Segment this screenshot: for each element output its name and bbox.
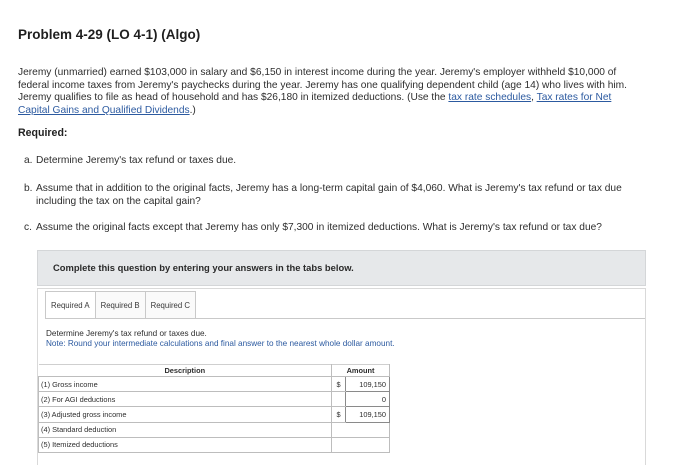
tab-divider — [45, 318, 645, 319]
amount-input[interactable] — [346, 437, 390, 452]
part-b-letter: b. — [24, 183, 33, 194]
tax-rates-net-capital-gains-link-cont[interactable]: Capital Gains and Qualified Dividends — [18, 104, 190, 116]
part-b-text-cont: including the tax on the capital gain? — [36, 195, 201, 207]
part-c-letter: c. — [24, 222, 32, 233]
tab-required-c[interactable]: Required C — [145, 291, 196, 319]
row-label: (5) Itemized deductions — [39, 437, 332, 452]
description-header: Description — [39, 365, 332, 377]
table-row — [39, 407, 390, 422]
required-heading: Required: — [18, 127, 68, 139]
instructions-banner — [37, 250, 646, 286]
row-label: (2) For AGI deductions — [39, 392, 332, 407]
prompt-text: Determine Jeremy's tax refund or taxes due. — [46, 329, 207, 338]
problem-text-line-1: Jeremy (unmarried) earned $103,000 in salary and $6,150 in interest income during the year. Jeremy's employer withheld $10,000 of — [18, 67, 617, 78]
table-row — [39, 437, 390, 452]
amount-header: Amount — [332, 365, 390, 377]
tab-required-b[interactable]: Required B — [95, 291, 146, 319]
problem-text-line-3-body: Jeremy qualifies to file as head of household and has $26,180 in itemized deductions. (Use the — [18, 92, 446, 104]
tax-rate-schedules-link[interactable]: tax rate schedules — [448, 92, 532, 104]
currency-symbol: $ — [332, 377, 346, 392]
tax-rates-net-capital-gains-link[interactable]: Tax rates for Net — [536, 92, 612, 104]
table-header-row — [39, 365, 390, 377]
amount-input[interactable] — [346, 407, 390, 422]
problem-text-line-4 — [18, 105, 688, 118]
amount-value: 0 — [381, 394, 386, 404]
part-c — [24, 222, 674, 235]
amount-value: 109,150 — [359, 409, 386, 419]
link-separator: , — [531, 92, 534, 104]
table-row — [39, 377, 390, 392]
row-label: (3) Adjusted gross income — [39, 407, 332, 422]
problem-statement — [18, 67, 688, 117]
row-label: (1) Gross income — [39, 377, 332, 392]
amount-value: 109,150 — [359, 379, 386, 389]
problem-text-line-2: federal income taxes from Jeremy's paychecks during the year. Jeremy has one qualifying dependent child (age 14) who lives with him. — [18, 79, 627, 91]
table-row — [39, 422, 390, 437]
part-b — [24, 183, 674, 208]
currency-symbol: $ — [332, 407, 346, 422]
table-row — [39, 392, 390, 407]
row-label: (4) Standard deduction — [39, 422, 332, 437]
tax-computation-table — [38, 364, 390, 453]
instructions-text: Complete this question by entering your answers in the tabs below. — [53, 262, 354, 273]
part-c-text: Assume the original facts except that Jeremy has only $7,300 in itemized deductions. What is Jeremy's tax refund or tax due? — [36, 222, 602, 233]
tab-prompt — [46, 329, 395, 348]
tab-required-a[interactable]: Required A — [45, 291, 96, 319]
amount-input[interactable] — [346, 392, 390, 407]
problem-tail: .) — [189, 104, 196, 116]
part-a — [24, 155, 674, 168]
amount-input[interactable] — [346, 422, 390, 437]
currency-symbol — [332, 437, 346, 452]
currency-symbol — [332, 422, 346, 437]
tab-bar — [45, 291, 195, 319]
part-b-text: Assume that in addition to the original facts, Jeremy has a long-term capital gain of $4,060. What is Jeremy's tax refund or tax due — [36, 183, 622, 194]
problem-text-line-3 — [18, 92, 688, 105]
problem-title: Problem 4-29 (LO 4-1) (Algo) — [18, 27, 201, 42]
prompt-note: Note: Round your intermediate calculations and final answer to the nearest whole dollar amount. — [46, 338, 395, 348]
currency-symbol — [332, 392, 346, 407]
part-a-letter: a. — [24, 155, 33, 166]
amount-input[interactable] — [346, 377, 390, 392]
part-a-text: Determine Jeremy's tax refund or taxes due. — [36, 155, 237, 166]
